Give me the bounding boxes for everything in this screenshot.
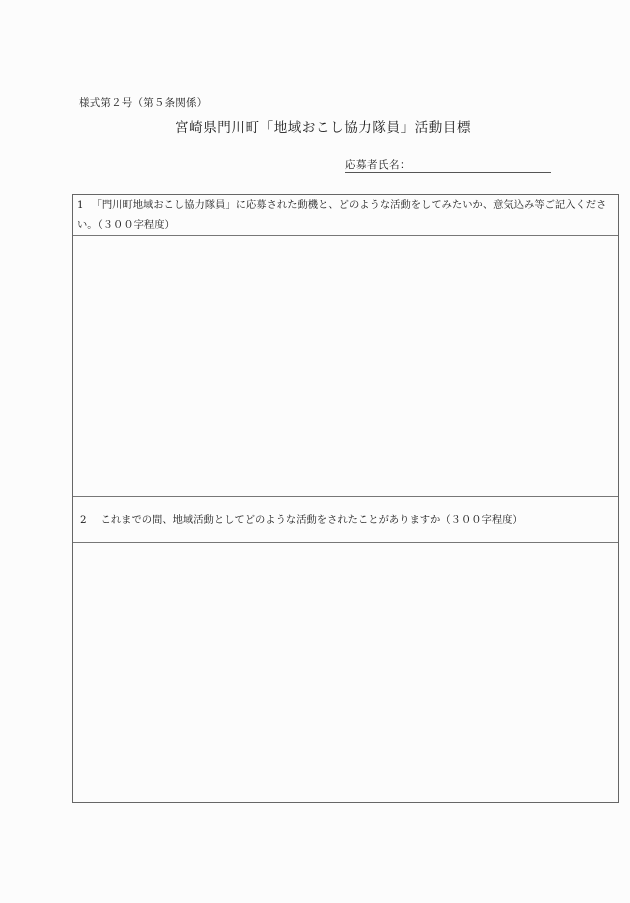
applicant-name-field[interactable]	[345, 157, 551, 173]
question-1-text: 「門川町地域おこし協力隊員」に応募された動機と、どのような活動をしてみたいか、意気込み等ご記入ください。（３００字程度）	[77, 199, 607, 231]
question-1-answer-area[interactable]	[73, 236, 618, 497]
question-2-text: これまでの間、地域活動としてどのような活動をされたことがありますか（３００字程度）	[100, 514, 523, 526]
question-2-header	[73, 497, 618, 543]
question-1-header	[73, 195, 618, 236]
page-title: 宮崎県門川町「地域おこし協力隊員」活動目標	[175, 120, 472, 136]
question-1-number: 1	[77, 199, 84, 211]
applicant-name-label: 応募者氏名：	[345, 159, 411, 171]
question-2-answer-area[interactable]	[73, 543, 618, 802]
form-number: 様式第２号（第５条関係）	[79, 97, 208, 109]
question-2-number: 2	[80, 514, 87, 526]
form-table	[72, 194, 619, 803]
